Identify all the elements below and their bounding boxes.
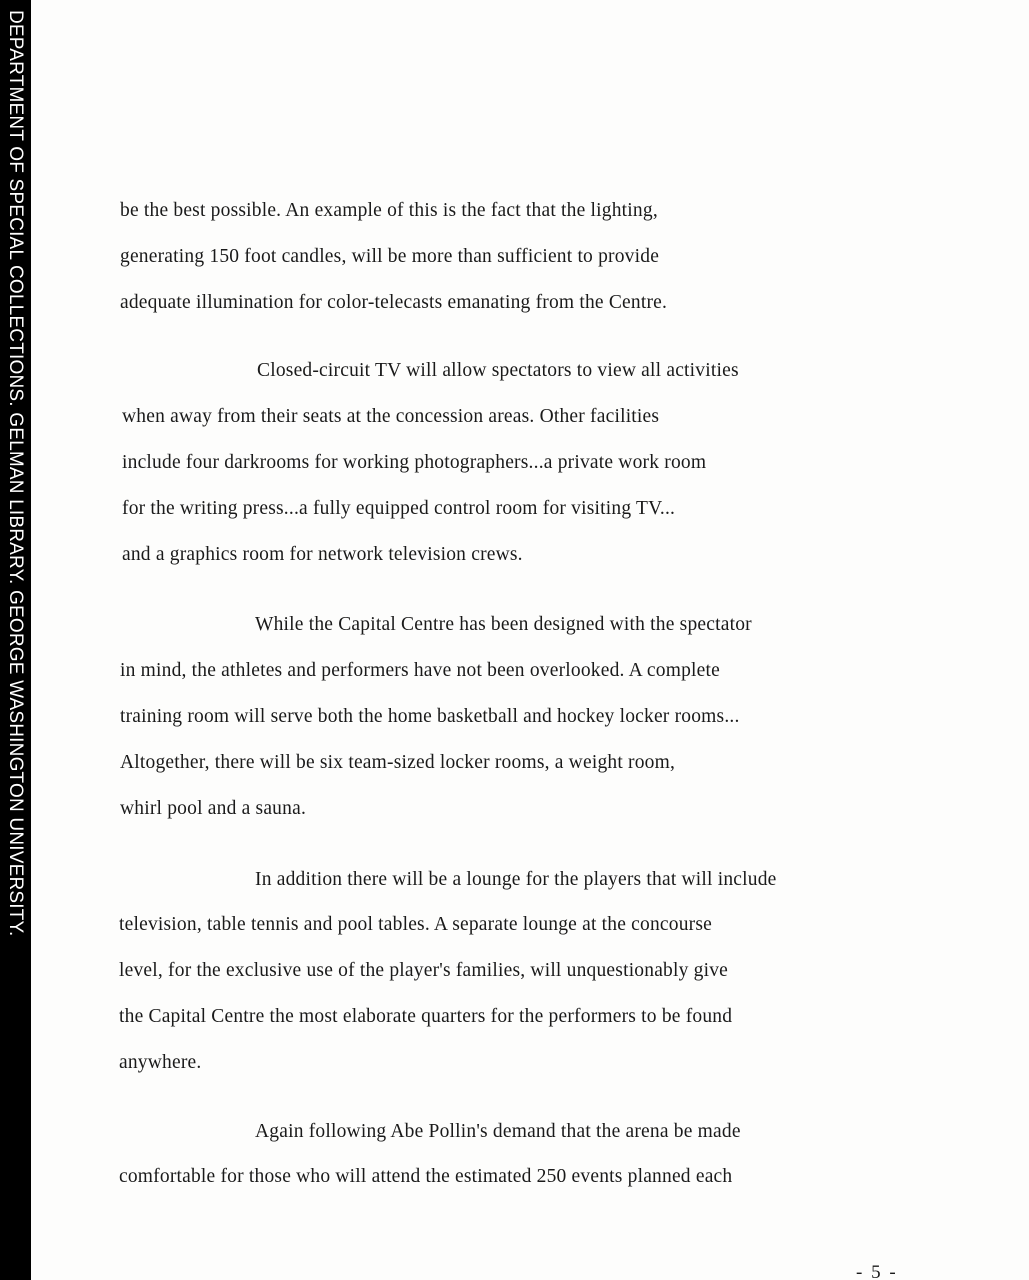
text-line: and a graphics room for network television crews. — [122, 544, 523, 565]
archive-side-strip — [0, 0, 31, 1280]
text-line: the Capital Centre the most elaborate quarters for the performers to be found — [119, 1006, 733, 1027]
text-line: Again following Abe Pollin's demand that the arena be made — [255, 1121, 741, 1142]
text-line: television, table tennis and pool tables. A separate lounge at the concourse — [119, 914, 712, 935]
text-line: level, for the exclusive use of the player's families, will unquestionably give — [119, 960, 729, 981]
page-number: - 5 - — [856, 1262, 898, 1280]
text-line: when away from their seats at the concession areas. Other facilities — [122, 406, 660, 427]
text-line: whirl pool and a sauna. — [120, 798, 307, 819]
text-line: Altogether, there will be six team-sized locker rooms, a weight room, — [120, 752, 676, 773]
text-line: for the writing press...a fully equipped control room for visiting TV... — [122, 498, 676, 519]
archive-stamp: DEPARTMENT OF SPECIAL COLLECTIONS. GELMAN LIBRARY. GEORGE WASHINGTON UNIVERSITY. — [5, 10, 26, 937]
text-line: adequate illumination for color-telecasts emanating from the Centre. — [120, 292, 668, 313]
text-line: While the Capital Centre has been designed with the spectator — [255, 614, 752, 635]
text-line: In addition there will be a lounge for the players that will include — [255, 869, 777, 890]
text-line: include four darkrooms for working photographers...a private work room — [122, 452, 707, 473]
text-line: comfortable for those who will attend the estimated 250 events planned each — [119, 1166, 733, 1187]
text-line: be the best possible. An example of this is the fact that the lighting, — [120, 200, 658, 221]
text-line: generating 150 foot candles, will be more than sufficient to provide — [120, 246, 660, 267]
text-line: training room will serve both the home basketball and hockey locker rooms... — [120, 706, 740, 727]
text-line: in mind, the athletes and performers have not been overlooked. A complete — [120, 660, 720, 681]
text-line: Closed-circuit TV will allow spectators to view all activities — [257, 360, 739, 381]
text-line: anywhere. — [119, 1052, 202, 1073]
